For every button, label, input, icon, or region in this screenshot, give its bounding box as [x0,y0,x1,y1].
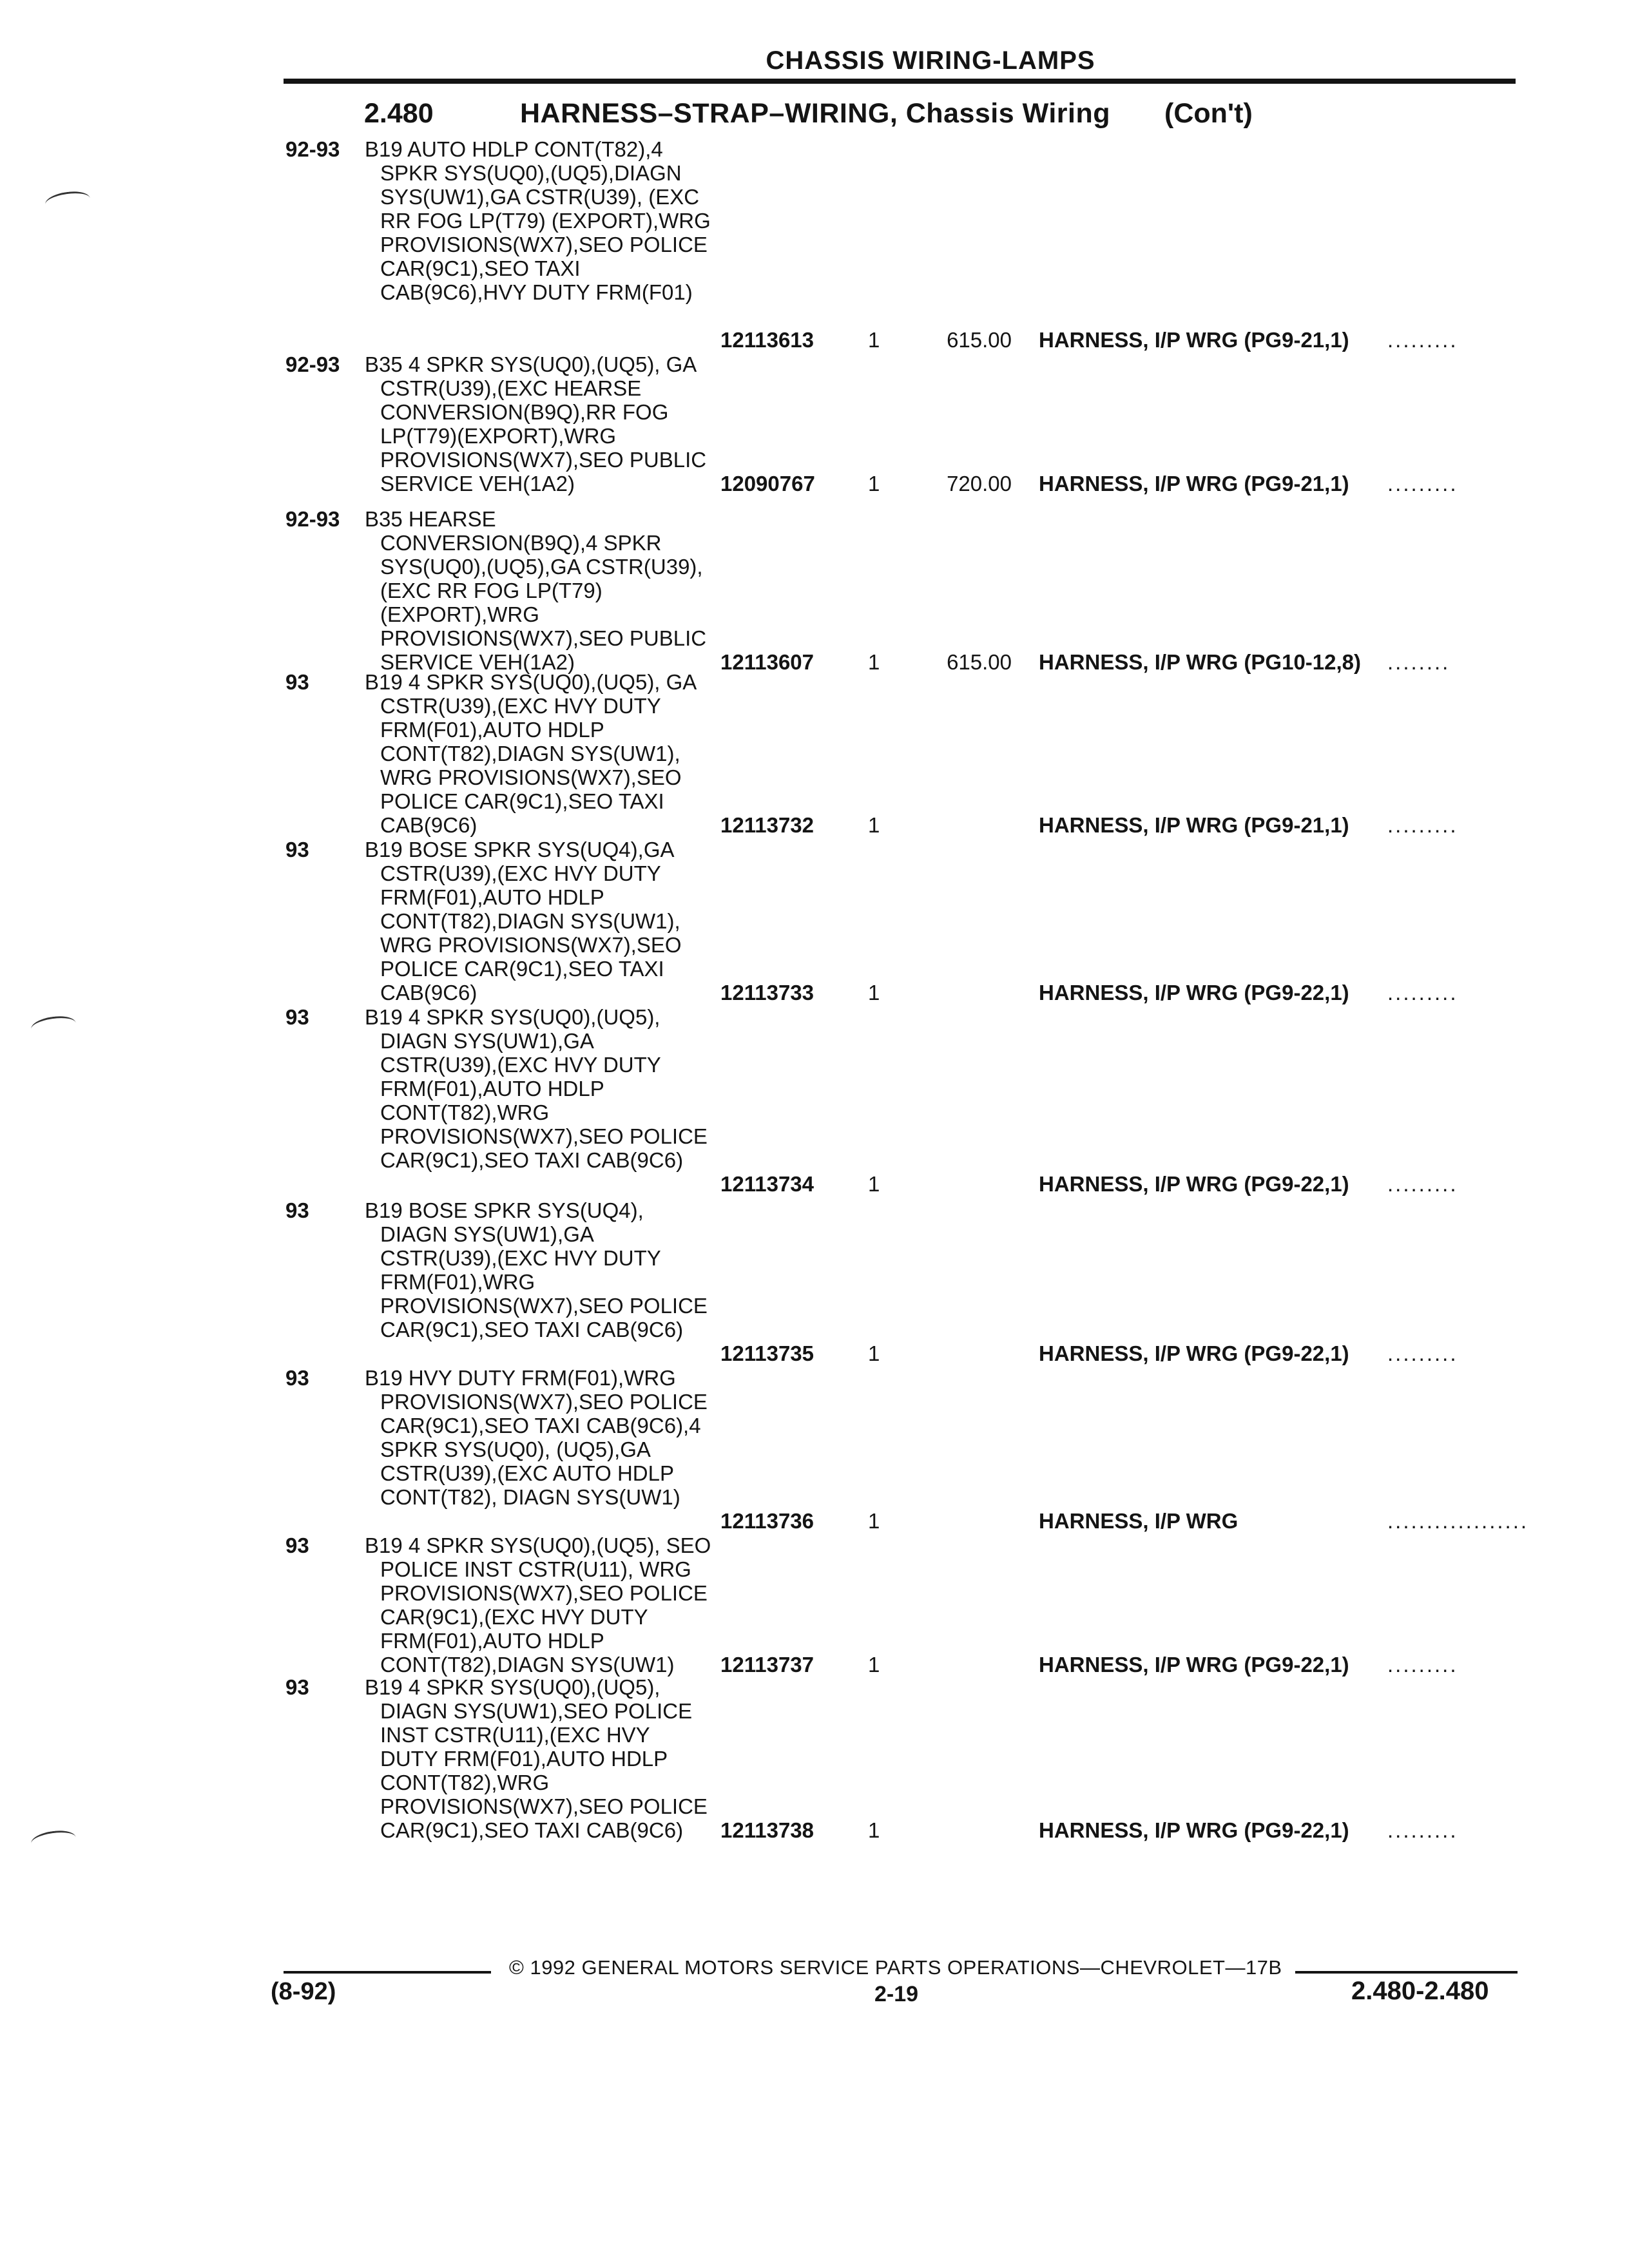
quantity: 1 [868,1818,880,1842]
part-number: 12090767 [720,472,815,495]
quantity: 1 [868,1509,880,1533]
dot-leader: ......... [1387,813,1458,837]
quantity: 1 [868,328,880,352]
part-number: 12113735 [720,1341,815,1365]
usage-description: B19 4 SPKR SYS(UQ0),(UQ5), GA CSTR(U39),(EXC HVY DUTY FRM(F01),AUTO HDLP CONT(T82),DIAGN SYS(UW1), WRG PROVISIONS(WX7),SEO POLICE CAR(9C1),SEO TAXI CAB(9C6) [365,670,702,837]
part-number: 12113737 [720,1653,815,1677]
part-line [0,1172,1629,1196]
model-years: 93 [285,1533,309,1557]
dot-leader: ......... [1387,328,1458,352]
part-name: HARNESS, I/P WRG (PG9-22,1) [1039,1172,1349,1196]
dot-leader: ........ [1387,650,1451,674]
part-name: HARNESS, I/P WRG (PG9-21,1) [1039,813,1349,837]
footer-date: (8-92) [271,1978,336,2005]
dot-leader: ......... [1387,1172,1458,1196]
price: 720.00 [947,472,1012,495]
page-header-title: CHASSIS WIRING-LAMPS [766,46,1095,75]
model-years: 93 [285,1675,309,1699]
footer-rule-left [284,1971,491,1974]
section-number: 2.480 [364,98,434,129]
section-continued: (Con't) [1164,98,1253,129]
dot-leader: ......... [1387,1818,1458,1842]
list-item [0,137,1629,352]
part-number: 12113734 [720,1172,815,1196]
part-line [0,981,1629,1004]
model-years: 93 [285,1005,309,1029]
part-number: 12113732 [720,813,815,837]
quantity: 1 [868,1172,880,1196]
footer-page-number: 2-19 [874,1982,919,2006]
quantity: 1 [868,650,880,674]
part-line [0,1509,1629,1533]
footer-section-range: 2.480-2.480 [1351,1977,1489,2005]
part-name: HARNESS, I/P WRG [1039,1509,1239,1533]
part-line [0,1653,1629,1677]
usage-description: B19 4 SPKR SYS(UQ0),(UQ5), SEO POLICE INST CSTR(U11), WRG PROVISIONS(WX7),SEO POLICE CAR(9C1),(EXC HVY DUTY FRM(F01),AUTO HDLP CONT(T82),DIAGN SYS(UW1) [365,1533,717,1677]
dot-leader: ......... [1387,981,1458,1004]
list-item [0,838,1629,1004]
part-line [0,813,1629,837]
list-item [0,1198,1629,1365]
part-number: 12113736 [720,1509,815,1533]
usage-description: B35 4 SPKR SYS(UQ0),(UQ5), GA CSTR(U39),(EXC HEARSE CONVERSION(B9Q),RR FOG LP(T79)(EXPORT),WRG PROVISIONS(WX7),SEO PUBLIC SERVICE VEH(1A2) [365,352,713,495]
list-item [0,1005,1629,1196]
model-years: 92-93 [285,137,340,161]
model-years: 93 [285,1366,309,1390]
header-rule [284,79,1516,84]
footer-copyright: © 1992 GENERAL MOTORS SERVICE PARTS OPERATIONS—CHEVROLET—17B [509,1956,1282,1979]
part-number: 12113738 [720,1818,815,1842]
part-name: HARNESS, I/P WRG (PG10-12,8) [1039,650,1362,674]
part-number: 12113733 [720,981,815,1004]
footer-rule-right [1295,1971,1518,1974]
part-number: 12113607 [720,650,815,674]
usage-description: B19 AUTO HDLP CONT(T82),4 SPKR SYS(UQ0),(UQ5),DIAGN SYS(UW1),GA CSTR(U39), (EXC RR FOG LP(T79) (EXPORT),WRG PROVISIONS(WX7),SEO POLICE CAR(9C1),SEO TAXI CAB(9C6),HVY DUTY FRM(F01) [365,137,717,304]
list-item [0,670,1629,837]
part-name: HARNESS, I/P WRG (PG9-21,1) [1039,472,1349,495]
price: 615.00 [947,328,1012,352]
dot-leader: ......... [1387,1341,1458,1365]
usage-description: B19 HVY DUTY FRM(F01),WRG PROVISIONS(WX7),SEO POLICE CAR(9C1),SEO TAXI CAB(9C6),4 SPKR SYS(UQ0), (UQ5),GA CSTR(U39),(EXC AUTO HDLP CONT(T82), DIAGN SYS(UW1) [365,1366,714,1509]
usage-description: B19 BOSE SPKR SYS(UQ4),GA CSTR(U39),(EXC HVY DUTY FRM(F01),AUTO HDLP CONT(T82),DIAGN SYS(UW1), WRG PROVISIONS(WX7),SEO POLICE CAR(9C1),SEO TAXI CAB(9C6) [365,838,688,1004]
model-years: 92-93 [285,352,340,376]
part-number: 12113613 [720,328,815,352]
list-item [0,1366,1629,1533]
quantity: 1 [868,1653,880,1677]
quantity: 1 [868,1341,880,1365]
usage-description: B19 4 SPKR SYS(UQ0),(UQ5), DIAGN SYS(UW1),SEO POLICE INST CSTR(U11),(EXC HVY DUTY FRM(F01),AUTO HDLP CONT(T82),WRG PROVISIONS(WX7),SEO POLICE CAR(9C1),SEO TAXI CAB(9C6) [365,1675,714,1842]
list-item [0,507,1629,674]
model-years: 93 [285,1198,309,1222]
usage-description: B19 BOSE SPKR SYS(UQ4), DIAGN SYS(UW1),GA CSTR(U39),(EXC HVY DUTY FRM(F01),WRG PROVISIONS(WX7),SEO POLICE CAR(9C1),SEO TAXI CAB(9C6) [365,1198,714,1341]
quantity: 1 [868,981,880,1004]
list-item [0,352,1629,495]
part-line [0,328,1629,352]
part-line [0,472,1629,495]
quantity: 1 [868,472,880,495]
model-years: 93 [285,838,309,861]
usage-description: B19 4 SPKR SYS(UQ0),(UQ5), DIAGN SYS(UW1),GA CSTR(U39),(EXC HVY DUTY FRM(F01),AUTO HDLP CONT(T82),WRG PROVISIONS(WX7),SEO POLICE CAR(9C1),SEO TAXI CAB(9C6) [365,1005,714,1172]
usage-description: B35 HEARSE CONVERSION(B9Q),4 SPKR SYS(UQ0),(UQ5),GA CSTR(U39),(EXC RR FOG LP(T79)(EXPORT),WRG PROVISIONS(WX7),SEO PUBLIC SERVICE VEH(1A2) [365,507,713,674]
part-line [0,1818,1629,1842]
dot-leader: .................. [1387,1509,1529,1533]
model-years: 92-93 [285,507,340,531]
list-item [0,1533,1629,1677]
part-line [0,1341,1629,1365]
section-title: HARNESS–STRAP–WIRING, Chassis Wiring [520,98,1110,129]
price: 615.00 [947,650,1012,674]
part-name: HARNESS, I/P WRG (PG9-22,1) [1039,1653,1349,1677]
part-name: HARNESS, I/P WRG (PG9-22,1) [1039,1818,1349,1842]
part-name: HARNESS, I/P WRG (PG9-22,1) [1039,1341,1349,1365]
part-name: HARNESS, I/P WRG (PG9-21,1) [1039,328,1349,352]
list-item [0,1675,1629,1842]
model-years: 93 [285,670,309,694]
dot-leader: ......... [1387,1653,1458,1677]
quantity: 1 [868,813,880,837]
dot-leader: ......... [1387,472,1458,495]
part-name: HARNESS, I/P WRG (PG9-22,1) [1039,981,1349,1004]
